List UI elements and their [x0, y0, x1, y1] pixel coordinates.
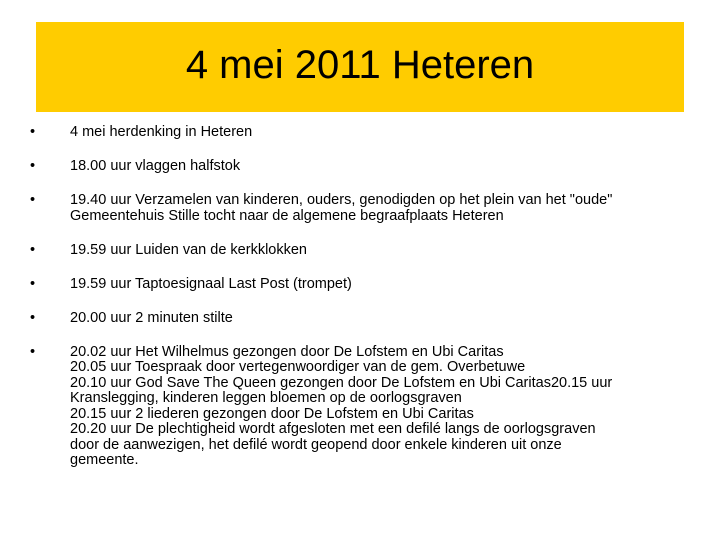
- slide-title: 4 mei 2011 Heteren: [185, 43, 535, 87]
- item-line: 19.59 uur Taptoesignaal Last Post (trompet): [70, 275, 352, 292]
- list-item: [30, 277, 690, 293]
- item-line: 20.15 uur 2 liederen gezongen door De Lofstem en Ubi Caritas: [70, 405, 474, 422]
- item-line: 18.00 uur vlaggen halfstok: [70, 158, 241, 174]
- list-item: [30, 125, 690, 141]
- bullet-icon: •: [30, 192, 36, 208]
- title-bar: [36, 22, 684, 112]
- item-line: 20.00 uur 2 minuten stilte: [70, 309, 233, 326]
- item-line: 19.40 uur Verzamelen van kinderen, ouders, genodigden op het plein van het "oude": [70, 192, 613, 208]
- item-line: 19.59 uur Luiden van de kerkklokken: [70, 241, 307, 258]
- item-line: 20.10 uur God Save The Queen gezongen door De Lofstem en Ubi Caritas20.15 uur: [70, 374, 613, 391]
- bullet-icon: •: [30, 343, 36, 360]
- item-line: 4 mei herdenking in Heteren: [70, 124, 253, 140]
- item-line: Gemeentehuis Stille tocht naar de algemene begraafplaats Heteren: [70, 207, 504, 224]
- list-item: [30, 345, 690, 469]
- list-item: [30, 311, 690, 327]
- bullet-list: [30, 125, 690, 487]
- list-item: [30, 193, 690, 224]
- bullet-icon: •: [30, 241, 36, 258]
- list-item: [30, 243, 690, 259]
- item-line: 20.05 uur Toespraak door vertegenwoordiger van de gem. Overbetuwe: [70, 359, 526, 375]
- item-line: gemeente.: [70, 452, 139, 468]
- list-item: [30, 159, 690, 175]
- bullet-icon: •: [30, 309, 36, 326]
- bullet-icon: •: [30, 124, 36, 140]
- item-line: 20.02 uur Het Wilhelmus gezongen door De Lofstem en Ubi Caritas: [70, 343, 504, 360]
- bullet-icon: •: [30, 275, 36, 292]
- bullet-icon: •: [30, 158, 36, 174]
- item-line: door de aanwezigen, het defilé wordt geopend door enkele kinderen uit onze: [70, 436, 562, 453]
- item-line: Kranslegging, kinderen leggen bloemen op de oorlogsgraven: [70, 390, 462, 406]
- item-line: 20.20 uur De plechtigheid wordt afgesloten met een defilé langs de oorlogsgraven: [70, 421, 596, 437]
